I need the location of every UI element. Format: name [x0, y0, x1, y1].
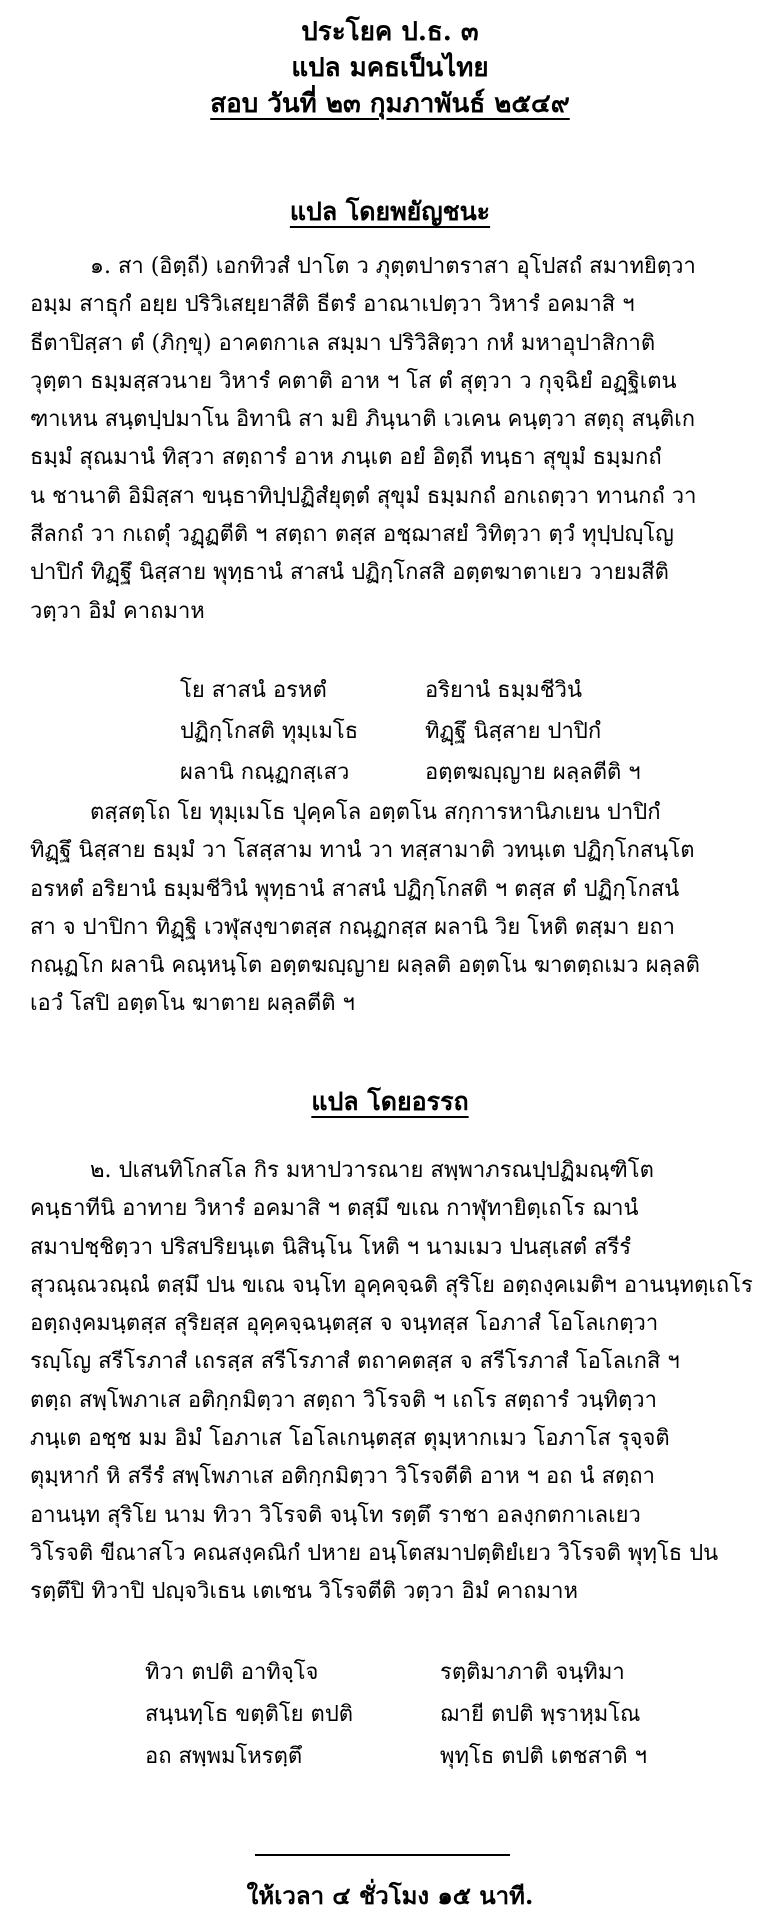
section1-title: แปล โดยพยัญชนะ	[289, 197, 491, 226]
text-line: อรหตํ อริยานํ ธมฺมชีวินํ พุทฺธานํ สาสนํ ปฏิกฺโกสติ ฯ ตสฺส ตํ ปฏิกฺโกสนํ	[30, 876, 680, 902]
footer-divider	[255, 1854, 510, 1856]
section2-heading	[0, 1082, 780, 1122]
verse-line: ผลานิ กณฺฏกสฺเสว	[180, 760, 350, 785]
text-line: ปาปิกํ ทิฏฺฐึ นิสฺสาย พุทฺธานํ สาสนํ ปฏิกฺโกสสิ อตฺตฆาตาเยว วายมสีติ	[30, 560, 669, 586]
verse-line: สนฺนทฺโธ ขตฺติโย ตปติ	[145, 1702, 354, 1727]
section2-paragraph	[30, 1152, 753, 1612]
verse-line: อริยานํ ธมฺมชีวินํ	[425, 678, 583, 703]
text-line: ตสฺสตฺโถ โย ทุมฺเมโธ ปุคฺคโล อตฺตโน สกฺการหานิภเยน ปาปิกํ	[90, 800, 661, 825]
verse-line: ฌายี ตปติ พฺราหฺมโณ	[440, 1702, 641, 1727]
exam-header	[0, 14, 780, 122]
text-line: ๑. สา (อิตฺถี) เอกทิวสํ ปาโต ว ภุตฺตปาตราสา อุโปสถํ สมาทยิตฺวา	[90, 254, 696, 279]
text-line: สีลกถํ วา กเถตุํ วฏฺฏตีติ ฯ สตฺถา ตสฺส อชฺฌาสยํ วิทิตฺวา ตฺวํ ทุปฺปญฺโญ	[30, 522, 674, 548]
text-line: สมาปชฺชิตฺวา ปริสปริยนฺเต นิสินฺโน โหติ ฯ นามเมว ปนสฺเสตํ สรีรํ	[30, 1234, 632, 1260]
text-line: รตฺตึปิ ทิวาปิ ปญฺจวิเธน เตเชน วิโรจตีติ วตฺวา อิมํ คาถมาห	[30, 1579, 578, 1605]
verse-line: รตฺติมาภาติ จนฺทิมา	[440, 1660, 625, 1685]
text-line: ฑาเหน สนฺตปฺปมาโน อิทานิ สา มยิ ภินฺนาติ เวเคน คนฺตฺวา สตฺถุ สนฺติเก	[30, 407, 696, 433]
verse-line: โย สาสนํ อรหตํ	[180, 678, 327, 703]
text-line: วิโรจติ ขีณาสโว คณสงฺคณิกํ ปหาย อนฺโตสมาปตฺติยํเยว วิโรจติ พุทฺโธ ปน	[30, 1540, 719, 1566]
text-line: ธีตาปิสฺสา ตํ (ภิกฺขุ) อาคตกาเล สมฺมา ปริวิสิตฺวา กหํ มหาอุปาสิกาติ	[30, 330, 656, 356]
section1-paragraph	[30, 248, 750, 631]
verse-line: อถ สพฺพมโหรตฺตึ	[145, 1744, 303, 1769]
exam-date: สอบ วันที่ ๒๓ กุมภาพันธ์ ๒๕๔๙	[210, 89, 570, 119]
text-line: อานนฺท สุริโย นาม ทิวา วิโรจติ จนฺโท รตฺตึ ราชา อลงฺกตกาเลเยว	[30, 1502, 641, 1528]
verse-line: ปฏิกฺโกสติ ทุมฺเมโธ	[180, 719, 359, 744]
text-line: กณฺฏโก ผลานิ คณฺหนฺโต อตฺตฆญฺญาย ผลฺลติ อตฺตโน ฆาตตฺถเมว ผลฺลติ	[30, 953, 700, 979]
text-line: ทิฏฺฐึ นิสฺสาย ธมฺมํ วา โสสฺสาม ทานํ วา ทสฺสามาติ วทนฺเต ปฏิกฺโกสนฺโต	[30, 838, 695, 864]
exam-subject: แปล มคธเป็นไทย	[291, 53, 489, 83]
section1-explanation	[30, 794, 750, 1024]
text-line: น ชานาติ อิมิสฺสา ขนฺธาทิปฺปฏิสํยุตฺตํ สุขุมํ ธมฺมกถํ อกเถตฺวา ทานกถํ วา	[30, 483, 697, 509]
text-line: ๒. ปเสนทิโกสโล กิร มหาปวารณาย สพฺพาภรณปฺปฏิมณฺฑิโต	[90, 1158, 654, 1183]
text-line: ภนฺเต อชฺช มม อิมํ โอภาเส โอโลเกนฺตสฺส ตุมฺหากเมว โอภาโส รุจฺจติ	[30, 1426, 670, 1452]
section2-title: แปล โดยอรรถ	[311, 1087, 469, 1116]
text-line: รญฺโญ สรีโรภาสํ เถรสฺส สรีโรภาสํ ตถาคตสฺส จ สรีโรภาสํ โอโลเกสิ ฯ	[30, 1349, 680, 1375]
text-line: วุตฺตา ธมฺมสฺสวนาย วิหารํ คตาติ อาห ฯ โส ตํ สุตฺวา ว กุจฺฉิยํ อฏฺฐิเตน	[30, 368, 677, 394]
time-allowed: ให้เวลา ๔ ชั่วโมง ๑๕ นาที.	[246, 1881, 534, 1910]
text-line: เอวํ โสปิ อตฺตโน ฆาตาย ผลฺลตีติ ฯ	[30, 991, 355, 1017]
text-line: วตฺวา อิมํ คาถมาห	[30, 598, 205, 624]
text-line: สา จ ปาปิกา ทิฏฺฐิ เวฬุสงฺขาตสฺส กณฺฏกสฺส ผลานิ วิย โหติ ตสฺมา ยถา	[30, 914, 676, 940]
text-line: ตุมฺหากํ หิ สรีรํ สพฺโพภาเส อติกฺกมิตฺวา วิโรจตีติ อาห ฯ อถ นํ สตฺถา	[30, 1464, 655, 1490]
verse-line: ทิฏฺฐึ นิสฺสาย ปาปิกํ	[425, 719, 602, 744]
text-line: ธมฺมํ สุณมานํ ทิสฺวา สตฺถารํ อาห ภนฺเต อยํ อิตฺถี ทนฺธา สุขุมํ ธมฺมกถํ	[30, 445, 662, 471]
text-line: ตตฺถ สพฺโพภาเส อติกฺกมิตฺวา สตฺถา วิโรจติ ฯ เถโร สตฺถารํ วนฺทิตฺวา	[30, 1387, 657, 1413]
text-line: คนฺธาทีนิ อาทาย วิหารํ อคมาสิ ฯ ตสฺมึ ขเณ กาฬุทายิตฺเถโร ฌานํ	[30, 1196, 639, 1222]
exam-level: ประโยค ป.ธ. ๓	[301, 17, 479, 47]
verse-line: อตฺตฆญฺญาย ผลฺลตีติ ฯ	[425, 760, 641, 785]
text-line: สุวณฺณวณฺณํ ตสฺมึ ปน ขเณ จนฺโท อุคฺคจฺฉติ สุริโย อตฺถงฺคเมติฯ อานนฺทตฺเถโร	[30, 1272, 753, 1298]
verse-line: พุทฺโธ ตปติ เตชสาติ ฯ	[440, 1744, 647, 1769]
verse-line: ทิวา ตปติ อาทิจฺโจ	[145, 1660, 319, 1685]
text-line: อมฺม สาธุกํ อยฺย ปริวิเสยฺยาสีติ ธีตรํ อาณาเปตฺวา วิหารํ อคมาสิ ฯ	[30, 292, 635, 318]
section1-heading	[0, 192, 780, 232]
text-line: อตฺถงฺคมนฺตสฺส สุริยสฺส อุคฺคจฺฉนฺตสฺส จ จนฺทสฺส โอภาสํ โอโลเกตฺวา	[30, 1311, 659, 1337]
